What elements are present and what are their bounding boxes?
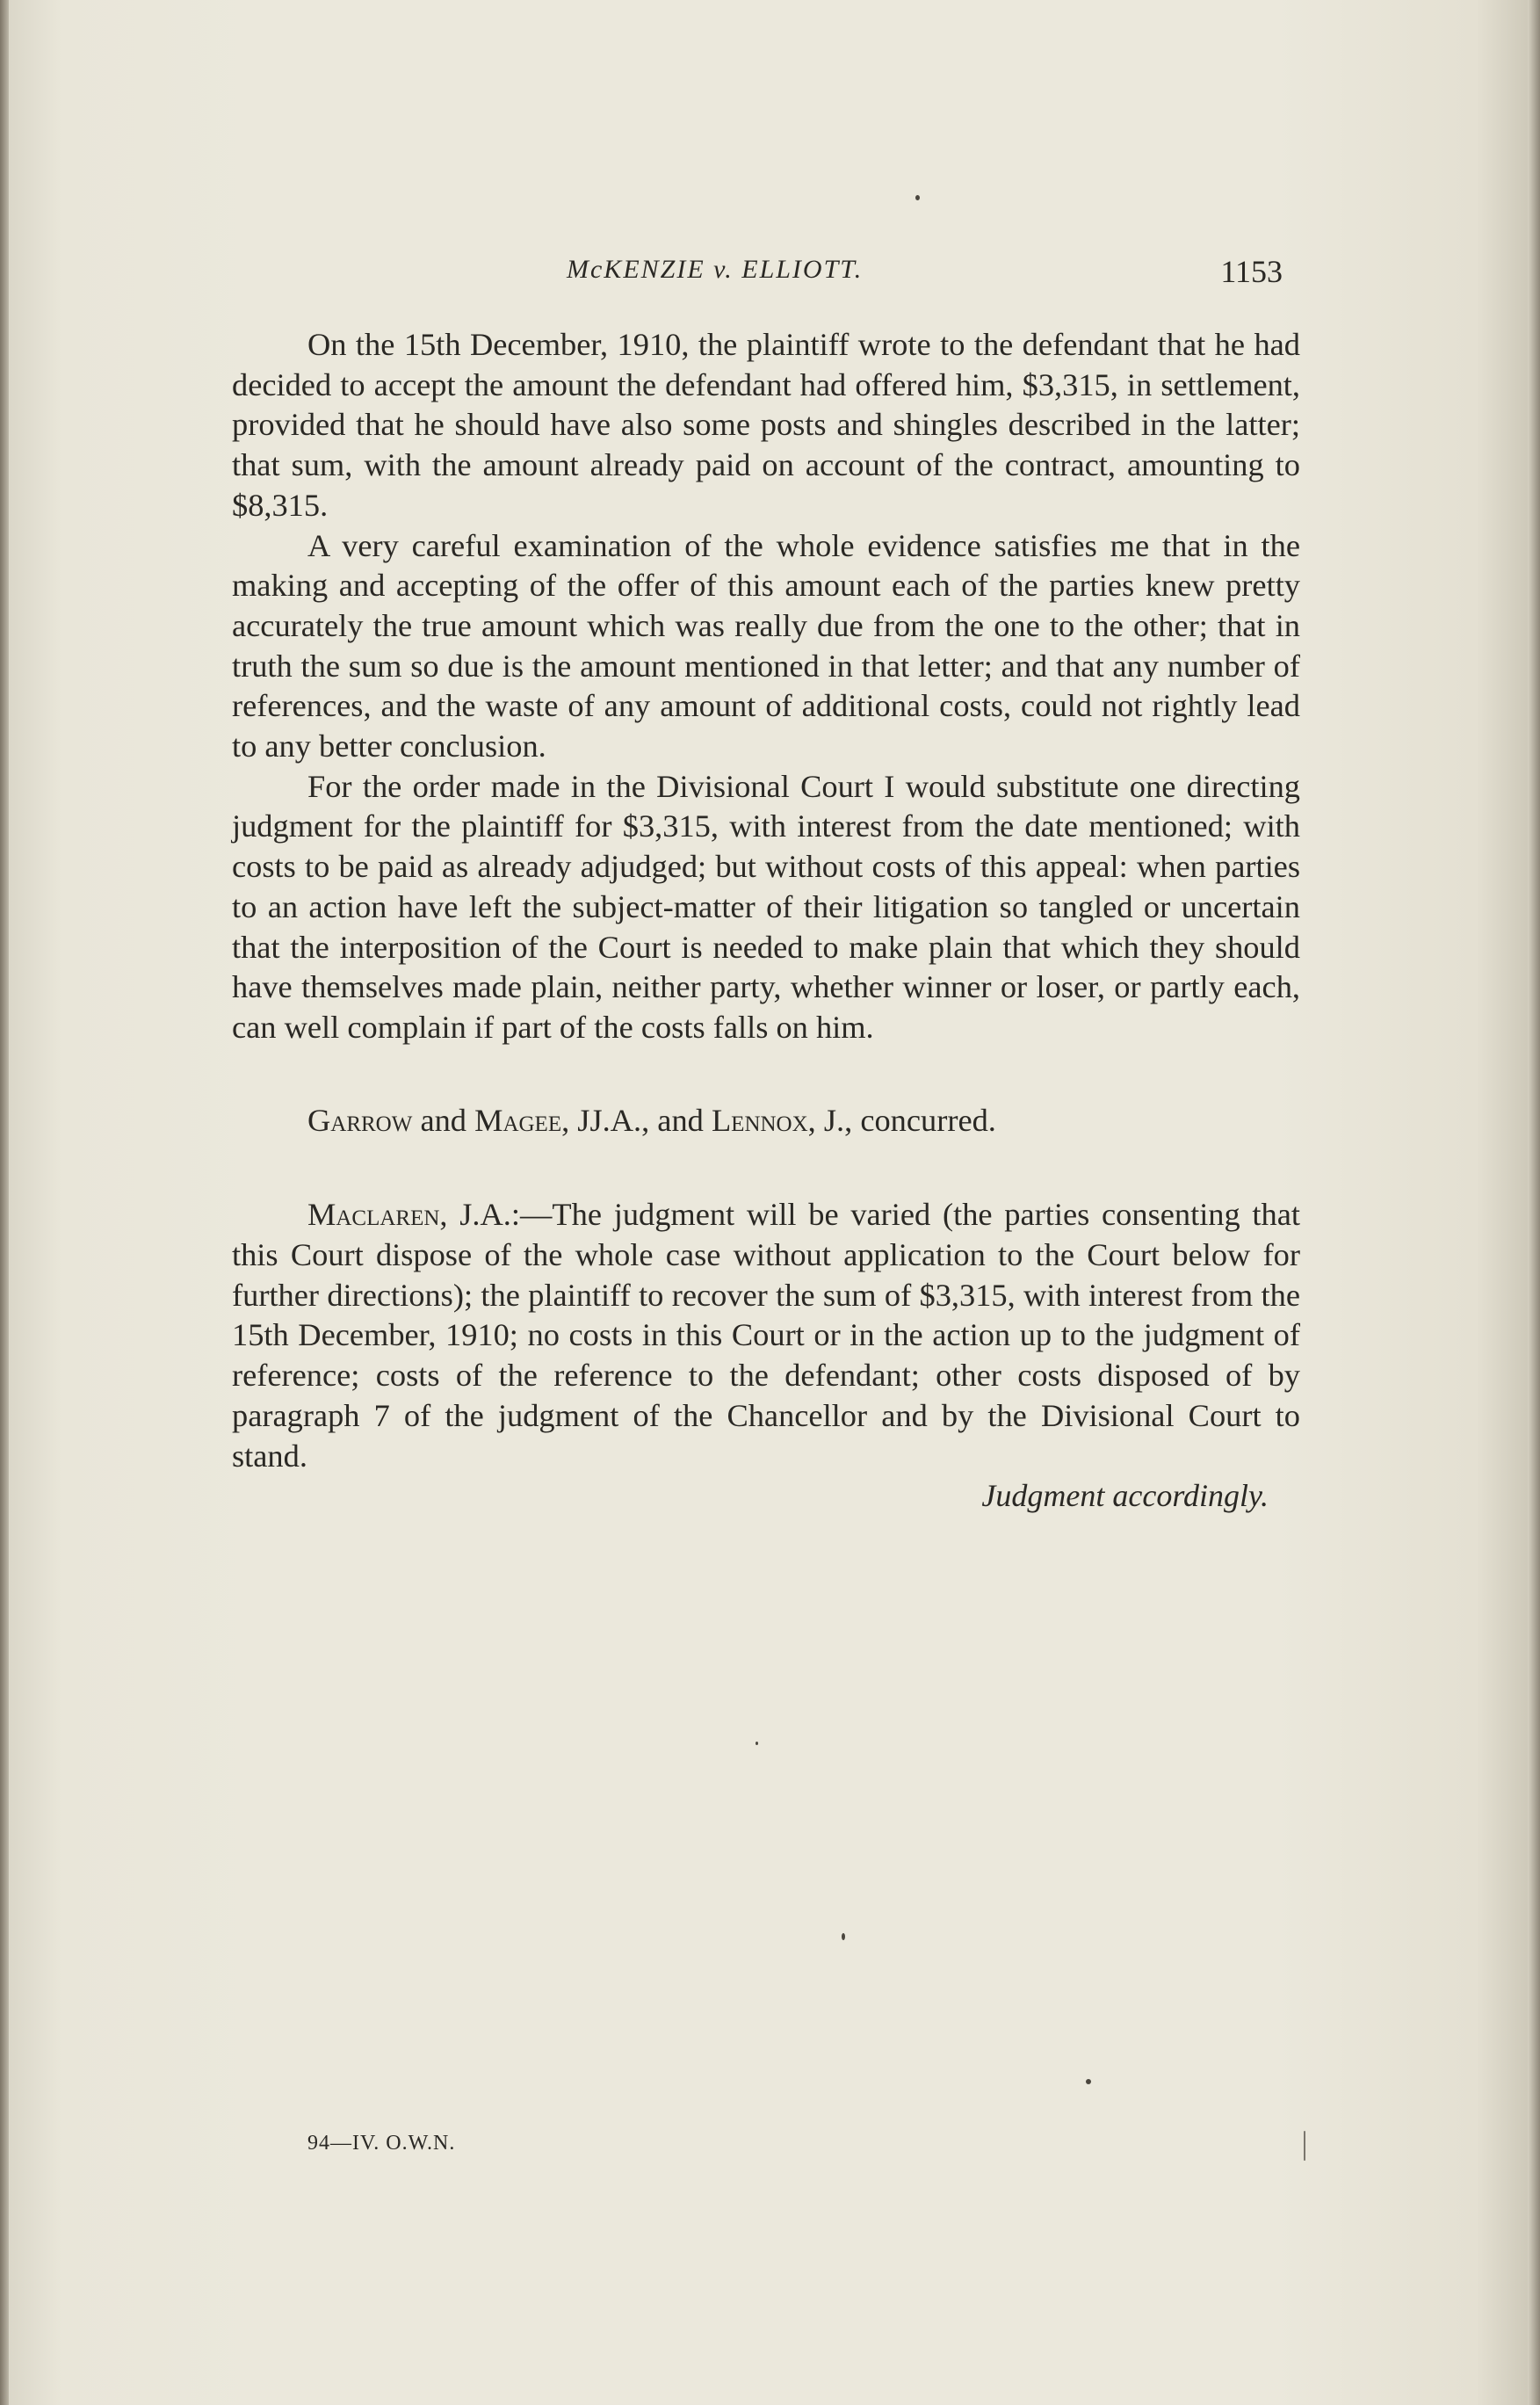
page-edge-shadow [1528, 0, 1540, 2405]
judgment-accordingly: Judgment accordingly. [981, 1478, 1269, 1514]
running-head [299, 255, 1283, 299]
concurrence-title-j: , J., concurred. [807, 1102, 996, 1138]
paragraph-letter: On the 15th December, 1910, the plaintiff wrote to the defendant that he had decided to accept the amount the defendant had offered him, $3,315, in settlement, provided that he should have also some posts and shingles described in the latter; that sum, with the amount already paid on account of the contract, amounting to $8,315. [232, 327, 1300, 523]
paper-speck [756, 1742, 758, 1745]
paragraph-evidence: A very careful examination of the whole evidence satisfies me that in the making and accepting of the offer of this amount each of the parties knew pretty accurately the true amount which was really due from the one to the other; that in truth the sum so due is the amount mentioned in that letter; and that any number of references, and the waste of any amount of additional costs, could not rightly lead to any better conclusion. [232, 527, 1300, 764]
page-binding-shadow [0, 0, 9, 2405]
judge-lennox: Lennox [711, 1102, 808, 1138]
paper-speck [1086, 2079, 1091, 2084]
case-title: McKENZIE v. ELLIOTT. [567, 255, 864, 284]
paper-speck [842, 1933, 845, 1940]
paper-speck [915, 195, 920, 200]
judge-garrow: Garrow [307, 1102, 413, 1138]
judge-magee: Magee [474, 1102, 562, 1138]
concurrence-and: and [412, 1102, 475, 1138]
page-number: 1153 [1220, 254, 1283, 289]
concurrence-line [232, 1101, 1300, 1141]
concurrence-title-jja: , JJ.A., and [561, 1102, 712, 1138]
maclaren-opinion-text: , J.A.:—The judgment will be varied (the parties consenting that this Court dispose of the whole case without application to the Court below for further directions); the plaintiff to recover the sum of $3,315, with interest from the 15th December, 1910; no costs in this Court or in the action up to the judgment of reference; costs of the reference to the defendant; other costs disposed of by paragraph 7 of the judgment of the Chancellor and by the Divisional Court to stand. [232, 1197, 1300, 1474]
judge-maclaren: Maclaren [307, 1197, 440, 1233]
paper-speck [1304, 2131, 1305, 2161]
paragraph-order: For the order made in the Divisional Court I would substitute one directing judgment for the plaintiff for $3,315, with interest from the date mentioned; with costs to be paid as already adjudged; but without costs of this appeal: when parties to an action have left the subject-matter of their litigation so tangled or uncertain that the interposition of the Court is needed to make plain that which they should have themselves made plain, neither party, whether winner or loser, or partly each, can well complain if part of the costs falls on him. [232, 768, 1300, 1045]
judgment-body [232, 325, 1300, 1517]
maclaren-opinion [232, 1195, 1300, 1476]
signature-mark: 94—IV. O.W.N. [307, 2132, 456, 2155]
